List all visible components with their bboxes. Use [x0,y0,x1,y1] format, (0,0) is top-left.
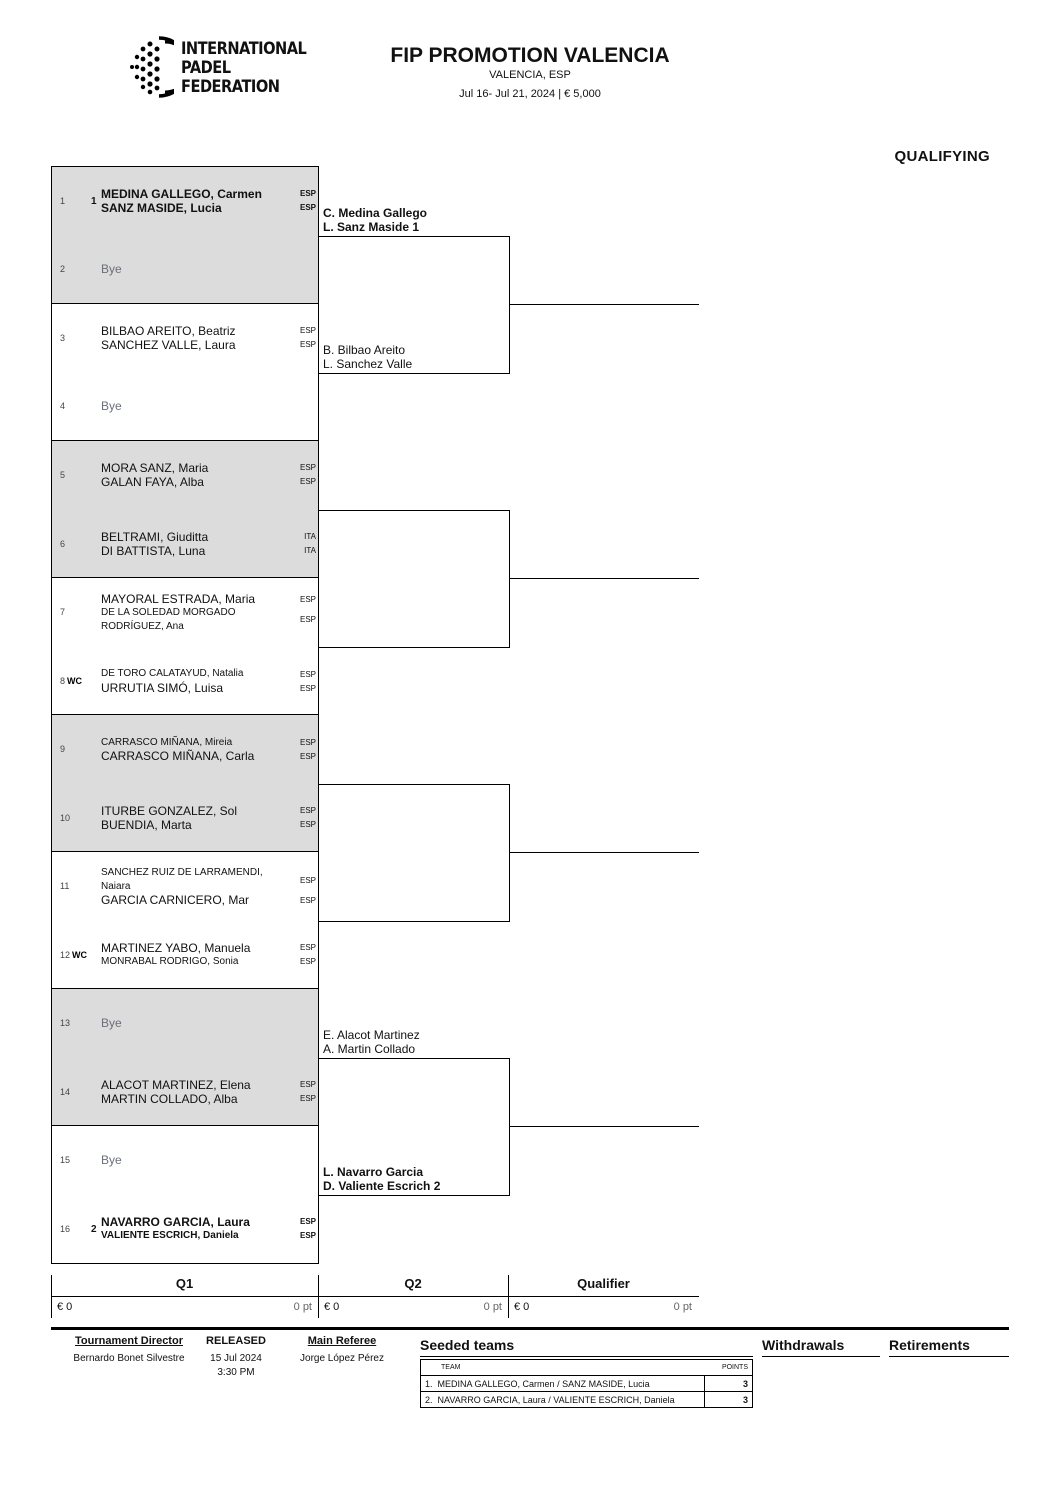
slot-number: 8 WC [60,676,83,686]
player-nation: ESP [299,670,316,679]
q2-team-line: E. Alacot Martinez [323,1028,420,1042]
slot-number: 14 [60,1087,71,1097]
slot-number: 6 [60,539,66,549]
player-name: MARTIN COLLADO, Alba [101,1092,238,1106]
qualifier-line [510,852,699,853]
logo-text-line-2: PADEL [181,58,231,78]
qualifier-line [510,578,699,579]
slot-number: 10 [60,813,71,823]
player-name: DI BATTISTA, Luna [101,544,206,558]
draw-slot [52,784,318,852]
player-nation: ESP [299,943,316,952]
released-label: RELEASED [206,1335,266,1347]
fip-logo-icon [128,36,174,98]
player-name: MEDINA GALLEGO, Carmen [101,187,262,201]
seed-number: 2 [91,1224,97,1235]
round-prize: € 0 [514,1301,530,1313]
released-date: 15 Jul 2024 [210,1353,262,1364]
withdrawals-title: Withdrawals [762,1337,845,1353]
draw-pair [51,303,319,441]
seeded-team: 2. NAVARRO GARCIA, Laura / VALIENTE ESCRICH, Daniela [421,1392,705,1408]
slot-number: 9 [60,744,66,754]
player-name: ITURBE GONZALEZ, Sol [101,804,238,818]
player-name: MAYORAL ESTRADA, Maria [101,592,256,606]
director-name: Bernardo Bonet Silvestre [73,1353,185,1364]
player-nation: ESP [299,876,316,885]
wildcard-badge: WC [67,676,83,686]
table-header-row [421,1360,753,1376]
bracket-line [318,921,509,922]
table-row [421,1376,753,1392]
bracket-line [509,510,510,648]
seeded-teams-table [420,1359,753,1408]
wildcard-badge: WC [72,950,88,960]
draw-slot [52,1195,318,1263]
round-name: Q2 [404,1276,422,1291]
bracket-line [509,236,510,374]
player-name: URRUTIA SIMÓ, Luisa [101,681,224,695]
slot-number: 11 [60,881,70,891]
q2-team-line: L. Sanz Maside 1 [323,220,420,234]
draw-pair [51,577,319,715]
column-header-points: POINTS [704,1360,753,1376]
column-header-team: TEAM [421,1360,705,1376]
section-underline [889,1356,1009,1357]
bracket-line [318,1058,509,1059]
seeded-team: 1. MEDINA GALLEGO, Carmen / SANZ MASIDE, Lucia [421,1376,705,1392]
bracket-line [509,784,510,922]
player-nation: ESP [299,189,316,198]
player-name: RODRÍGUEZ, Ana [101,621,184,632]
player-nation: ESP [299,477,316,486]
draw-pair [51,1125,319,1264]
section-underline [420,1356,753,1357]
player-nation: ESP [299,340,316,349]
round-name: Qualifier [577,1276,630,1291]
player-name: CARRASCO MIÑANA, Carla [101,749,255,763]
section-underline [762,1356,880,1357]
player-nation: ESP [299,738,316,747]
logo-text-line-1: INTERNATIONAL [181,39,307,59]
round-points: 0 pt [673,1301,692,1313]
player-nation: ESP [299,806,316,815]
player-name: GALAN FAYA, Alba [101,475,204,489]
draw-pair [51,714,319,852]
bracket-line [318,1195,509,1196]
round-points: 0 pt [483,1301,502,1313]
director-label: Tournament Director [75,1335,183,1347]
round-divider [51,1296,699,1297]
player-nation: ITA [304,532,316,541]
bye-label: Bye [101,1016,122,1030]
seeded-teams-title: Seeded teams [420,1337,515,1353]
player-nation: ESP [299,615,316,624]
bracket-line [318,236,509,237]
draw-pair [51,851,319,989]
seeded-points: 3 [704,1392,753,1408]
bracket-line [318,647,509,648]
q2-team-line: B. Bilbao Areito [323,343,406,357]
referee-name: Jorge López Pérez [300,1353,384,1364]
draw-slot [52,989,318,1057]
round-prize: € 0 [57,1301,73,1313]
draw-pair [51,440,319,578]
bracket-line [509,1058,510,1196]
released-time: 3:30 PM [217,1367,255,1378]
bye-label: Bye [101,1153,122,1167]
slot-number: 4 [60,401,66,411]
draw-slot [52,441,318,509]
retirements-title: Retirements [889,1337,970,1353]
draw-slot [52,578,318,646]
player-nation: ESP [299,1217,316,1226]
round-name: Q1 [175,1276,194,1291]
player-name: MONRABAL RODRIGO, Sonia [101,956,239,967]
slot-number: 2 [60,264,66,274]
draw-slot [52,167,318,235]
qualifier-line [510,1126,699,1127]
tournament-location: VALENCIA, ESP [489,69,571,81]
player-nation: ESP [299,957,316,966]
draw-slot [52,715,318,783]
table-row [421,1392,753,1408]
draw-pair [51,166,319,304]
draw-slot [52,304,318,372]
player-name: SANZ MASIDE, Lucia [101,201,222,215]
seeded-points: 3 [704,1376,753,1392]
bye-label: Bye [101,399,122,413]
player-name: DE TORO CALATAYUD, Natalia [101,668,244,679]
player-name: NAVARRO GARCIA, Laura [101,1215,250,1229]
player-nation: ESP [299,684,316,693]
player-name: DE LA SOLEDAD MORGADO [101,607,236,618]
player-nation: ESP [299,752,316,761]
draw-slot [52,373,318,441]
slot-number: 1 [60,196,66,206]
player-name: BUENDIA, Marta [101,818,192,832]
bracket-line [318,784,509,785]
draw-slot [52,852,318,920]
player-name: SANCHEZ VALLE, Laura [101,338,236,352]
tournament-title: FIP PROMOTION VALENCIA [390,44,670,67]
player-name: MORA SANZ, Maria [101,461,209,475]
q2-team-line: C. Medina Gallego [323,206,428,220]
slot-number: 13 [60,1018,71,1028]
draw-slot [52,921,318,989]
slot-number: 5 [60,470,66,480]
player-nation: ESP [299,820,316,829]
player-name: ALACOT MARTINEZ, Elena [101,1078,251,1092]
qualifier-line [510,304,699,305]
footer-divider [51,1327,1009,1330]
slot-number: 15 [60,1155,71,1165]
referee-label: Main Referee [307,1335,377,1347]
stage-label: QUALIFYING [894,148,990,165]
round-points: 0 pt [293,1301,312,1313]
draw-slot [52,1058,318,1126]
logo-text-line-3: FEDERATION [181,77,280,97]
player-name: GARCIA CARNICERO, Mar [101,893,250,907]
draw-pair [51,988,319,1126]
q2-team-line: L. Sanchez Valle [323,357,413,371]
bracket-line [318,373,509,374]
player-name: Naiara [101,881,131,892]
slot-number: 3 [60,333,66,343]
player-nation: ESP [299,203,316,212]
player-nation: ESP [299,463,316,472]
slot-number: 7 [60,607,66,617]
player-nation: ESP [299,1094,316,1103]
player-nation: ESP [299,326,316,335]
draw-slot [52,647,318,715]
q2-team-line: D. Valiente Escrich 2 [323,1179,441,1193]
player-nation: ITA [304,546,316,555]
draw-slot [52,236,318,304]
player-name: MARTINEZ YABO, Manuela [101,941,251,955]
draw-slot [52,1126,318,1194]
player-name: SANCHEZ RUIZ DE LARRAMENDI, [101,867,263,878]
player-nation: ESP [299,1080,316,1089]
slot-number: 12 WC [60,950,88,960]
player-name: BILBAO AREITO, Beatriz [101,324,236,338]
bye-label: Bye [101,262,122,276]
seed-number: 1 [91,196,97,207]
draw-slot [52,510,318,578]
player-name: VALIENTE ESCRICH, Daniela [101,1230,239,1241]
player-name: CARRASCO MIÑANA, Mireia [101,737,233,748]
tournament-dates: Jul 16- Jul 21, 2024 | € 5,000 [459,88,601,100]
slot-number: 16 [60,1224,71,1234]
player-nation: ESP [299,595,316,604]
player-name: BELTRAMI, Giuditta [101,530,209,544]
player-nation: ESP [299,896,316,905]
q2-team-line: A. Martin Collado [323,1042,416,1056]
player-nation: ESP [299,1231,316,1240]
round-prize: € 0 [324,1301,340,1313]
q2-team-line: L. Navarro Garcia [323,1165,424,1179]
bracket-line [318,510,509,511]
